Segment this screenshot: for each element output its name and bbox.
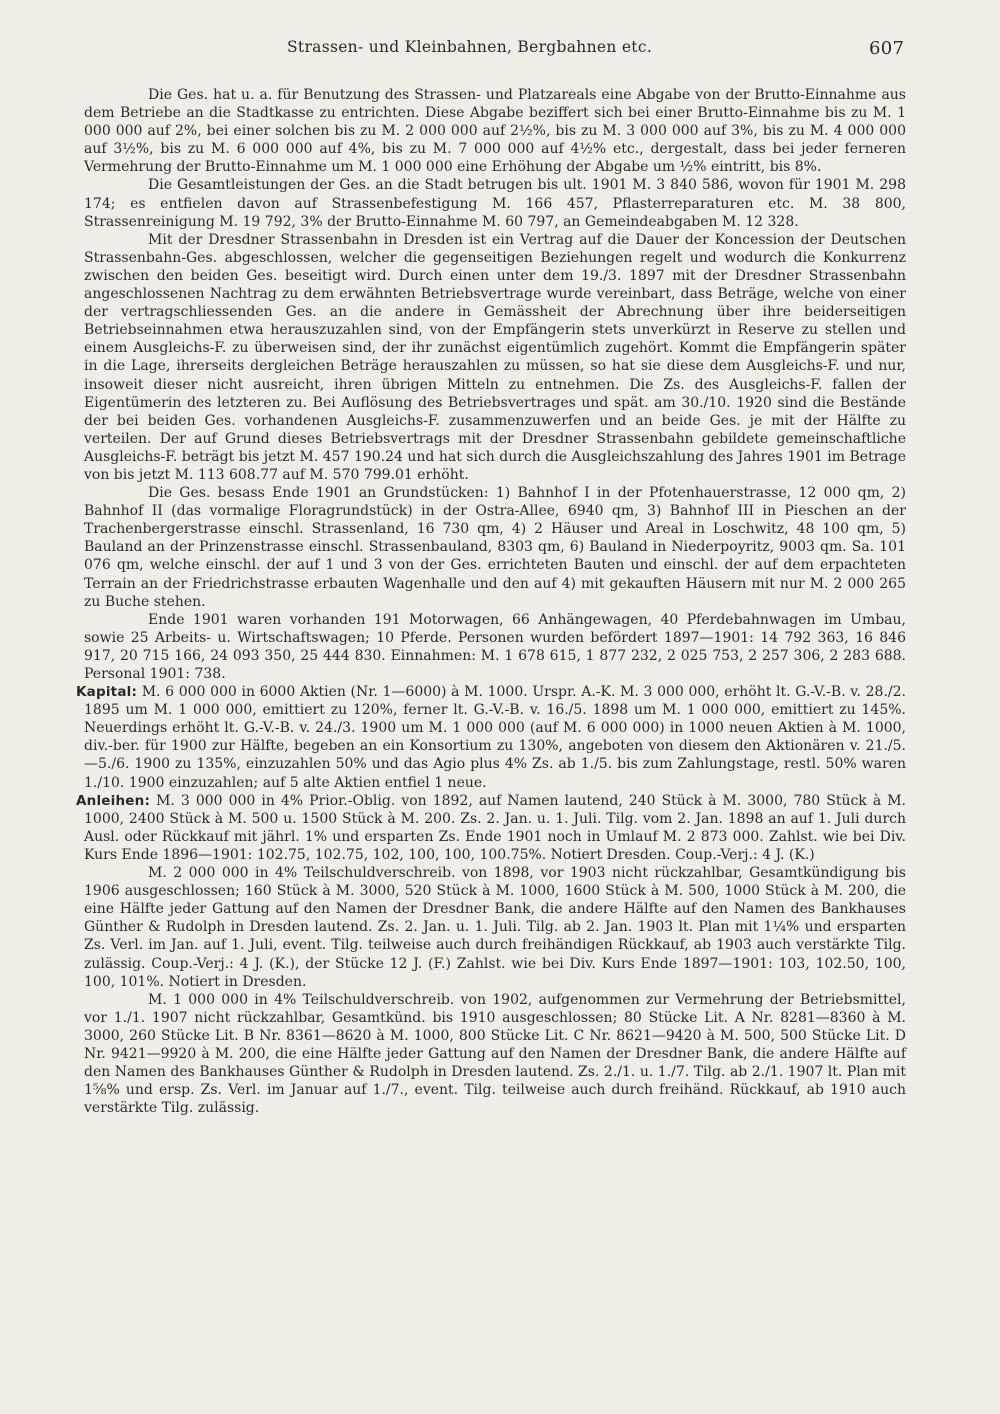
running-title: Strassen- und Kleinbahnen, Bergbahnen etc. bbox=[287, 38, 653, 56]
paragraph-text: Mit der Dresdner Strassenbahn in Dresden ist ein Vertrag auf die Dauer der Koncession der Deutschen Strassenbahn-Ges. abgeschlossen, welcher die gegenseitigen Beziehungen regelt und wodurch die Konkurrenz zwischen den beiden Ges. beseitigt wird. Durch einen unter dem 19./3. 1897 mit der Dresdner Strassenbahn angeschlossenen Nachtrag zu dem erwähnten Betriebsvertrage wurde vereinbart, dass Beträge, welche von einer der vertragschliessenden Ges. an die andere in Gemässheit der Abrechnung über ihre beiderseitigen Betriebseinnahmen etwa herauszuzahlen sind, von der Empfängerin stets unverkürzt in Reserve zu stellen und einem Ausgleichs-F. zu überweisen sind, der ihr zunächst eigentümlich zugehört. Kommt die Empfängerin später in die Lage, ihrerseits dergleichen Beträge herauszahlen zu müssen, so hat sie diese dem Ausgleichs-F. und nur, insoweit dieser nicht ausreicht, ihren übrigen Mitteln zu entnehmen. Die Zs. des Ausgleichs-F. fallen der Eigentümerin des letzteren zu. Bei Auflösung des Betriebsvertrages und spät. am 30./10. 1920 sind die Bestände der bei beiden Ges. vorhandenen Ausgleichs-F. zusammenzuwerfen und an beide Ges. je mit der Hälfte zu verteilen. Der auf Grund dieses Betriebsvertrags mit der Dresdner Strassenbahn gebildete gemeinschaftliche Ausgleichs-F. beträgt bis jetzt M. 457 190.24 und hat sich durch die Ausgleichszahlung des Jahres 1901 im Betrage von bis jetzt M. 113 608.77 auf M. 570 799.01 erhöht. bbox=[84, 231, 906, 483]
body-text bbox=[76, 86, 906, 1117]
paragraph-text: M. 2 000 000 in 4% Teilschuldverschreib. von 1898, vor 1903 nicht rückzahlbar, Gesamtkündigung bis 1906 ausgeschlossen; 160 Stück à M. 3000, 520 Stück à M. 1000, 1600 Stück à M. 500, 1000 Stück à M. 200, die eine Hälfte jeder Gattung auf den Namen der Dresdner Bank, die andere Hälfte auf den Namen des Bankhauses Günther & Rudolph in Dresden lautend. Zs. 2. Jan. u. 1. Juli. Tilg. ab 2. Jan. 1903 lt. Plan mit 1¼% und ersparten Zs. Verl. im Jan. auf 1. Juli, event. Tilg. teilweise auch durch freihändigen Rückkauf, ab 1903 auch verstärkte Tilg. zulässig. Coup.-Verj.: 4 J. (K.), der Stücke 12 J. (F.) Zahlst. wie bei Div. Kurs Ende 1897—1901: 103, 102.50, 100, 100, 101%. Notiert in Dresden. bbox=[84, 865, 906, 990]
paragraph-abgabe bbox=[84, 86, 906, 176]
paragraph-text: M. 1 000 000 in 4% Teilschuldverschreib. von 1902, aufgenommen zur Vermehrung der Betriebsmittel, vor 1./1. 1907 nicht rückzahlbar, Gesamtkünd. bis 1910 ausgeschlossen; 80 Stücke Lit. A Nr. 8281—8360 à M. 3000, 260 Stücke Lit. B Nr. 8361—8620 à M. 1000, 800 Stücke Lit. C Nr. 8621—9420 à M. 500, 500 Stücke Lit. D Nr. 9421—9920 à M. 200, die eine Hälfte jeder Gattung auf den Namen der Dresdner Bank, die andere Hälfte auf den Namen des Bankhauses Günther & Rudolph in Dresden lautend. Zs. 2./1. u. 1./7. Tilg. ab 2./1. 1907 lt. Plan mit 1⅝% und ersp. Zs. Verl. im Januar auf 1./7., event. Tilg. teilweise auch durch freihänd. Rückkauf, ab 1910 auch verstärkte Tilg. zulässig. bbox=[84, 991, 906, 1117]
running-header bbox=[0, 38, 1000, 62]
paragraph-betriebsvertrag bbox=[84, 231, 906, 484]
paragraph-text: Die Ges. hat u. a. für Benutzung des Strassen- und Platzareals eine Abgabe von der Brutto-Einnahme aus dem Betriebe an die Stadtkasse zu entrichten. Diese Abgabe beziffert sich bei einer Brutto-Einnahme bis zu M. 1 000 000 auf 2%, bei einer solchen bis zu M. 2 000 000 auf 2½%, bis zu M. 3 000 000 auf 3%, bis zu M. 4 000 000 auf 3½%, bis zu M. 6 000 000 auf 4%, bis zu M. 7 000 000 auf 4½% etc., dergestalt, dass bei jeder ferneren Vermehrung der Brutto-Einnahme um M. 1 000 000 eine Erhöhung der Abgabe um ½% eintritt, bis 8%. bbox=[84, 87, 906, 176]
paragraph-anleihe-1898 bbox=[84, 864, 906, 991]
paragraph-gesamtleistungen bbox=[84, 176, 906, 230]
page-number: 607 bbox=[869, 38, 905, 59]
paragraph-text: Die Ges. besass Ende 1901 an Grundstücken: 1) Bahnhof I in der Pfotenhauerstrasse, 12 000 qm, 2) Bahnhof II (das vormalige Floragrundstück) in der Ostra-Allee, 6940 qm, 3) Bahnhof III in Pieschen an der Trachenbergerstrasse einschl. Strassenland, 16 730 qm, 4) 2 Häuser und Areal in Loschwitz, 48 100 qm, 5) Bauland an der Prinzenstrasse einschl. Strassenbauland, 8303 qm, 6) Bauland in Niederpoyritz, 9003 qm. Sa. 101 076 qm, welche einschl. der auf 1 und 3 von der Ges. errichteten Bauten und einschl. der auf dem erpachteten Terrain an der Friedrichstrasse erbauten Wagenhalle und den auf 4) mit gekauften Häusern mit nur M. 2 000 265 zu Buche stehen. bbox=[84, 485, 906, 610]
paragraph-wagenpark bbox=[84, 611, 906, 683]
paragraph-text: M. 3 000 000 in 4% Prior.-Oblig. von 1892, auf Namen lautend, 240 Stück à M. 3000, 780 Stück à M. 1000, 2400 Stück à M. 500 u. 1500 Stück à M. 200. Zs. 2. Jan. u. 1. Juli. Tilg. vom 2. Jan. 1898 an auf 1. Juli durch Ausl. oder Rückkauf mit jährl. 1% und ersparten Zs. Ende 1901 noch in Umlauf M. 2 873 000. Zahlst. wie bei Div. Kurs Ende 1896—1901: 102.75, 102.75, 102, 100, 100, 100.75%. Notiert Dresden. Coup.-Verj.: 4 J. (K.) bbox=[84, 792, 906, 863]
paragraph-grundstuecke bbox=[84, 484, 906, 611]
paragraph-text: M. 6 000 000 in 6000 Aktien (Nr. 1—6000) à M. 1000. Urspr. A.-K. M. 3 000 000, erhöht lt. G.-V.-B. v. 28./2. 1895 um M. 1 000 000, emittiert zu 120%, ferner lt. G.-V.-B. v. 16./5. 1898 um M. 1 000 000, emittiert zu 145%. Neuerdings erhöht lt. G.-V.-B. v. 24./3. 1900 um M. 1 000 000 (auf M. 6 000 000) in 1000 neuen Aktien à M. 1000, div.-ber. für 1900 zur Hälfte, begeben an ein Konsortium zu 130%, angeboten von diesem den Aktionären v. 21./5.—5./6. 1900 zu 135%, einzuzahlen 50% und das Agio plus 4% Zs. ab 1./5. bis zum Zahlungstage, restl. 50% waren 1./10. 1900 einzuzahlen; auf 5 alte Aktien entfiel 1 neue. bbox=[84, 684, 906, 791]
section-label-kapital: Kapital: bbox=[76, 684, 138, 701]
paragraph-anleihen bbox=[76, 792, 906, 864]
section-label-anleihen: Anleihen: bbox=[76, 792, 151, 809]
paragraph-text: Ende 1901 waren vorhanden 191 Motorwagen, 66 Anhängewagen, 40 Pferdebahnwagen im Umbau, sowie 25 Arbeits- u. Wirtschaftswagen; 10 Pferde. Personen wurden befördert 1897—1901: 14 792 363, 16 846 917, 20 715 166, 24 093 350, 25 444 830. Einnahmen: M. 1 678 615, 1 877 232, 2 025 753, 2 257 306, 2 283 688. Personal 1901: 738. bbox=[84, 611, 906, 682]
paragraph-text: Die Gesamtleistungen der Ges. an die Stadt betrugen bis ult. 1901 M. 3 840 586, wovon für 1901 M. 298 174; es entfielen davon auf Strassenbefestigung M. 166 457, Pflasterreparaturen etc. M. 38 800, Strassenreinigung M. 19 792, 3% der Brutto-Einnahme M. 60 797, an Gemeindeabgaben M. 12 328. bbox=[84, 177, 906, 230]
paragraph-kapital bbox=[76, 683, 906, 792]
paragraph-anleihe-1902 bbox=[84, 991, 906, 1118]
